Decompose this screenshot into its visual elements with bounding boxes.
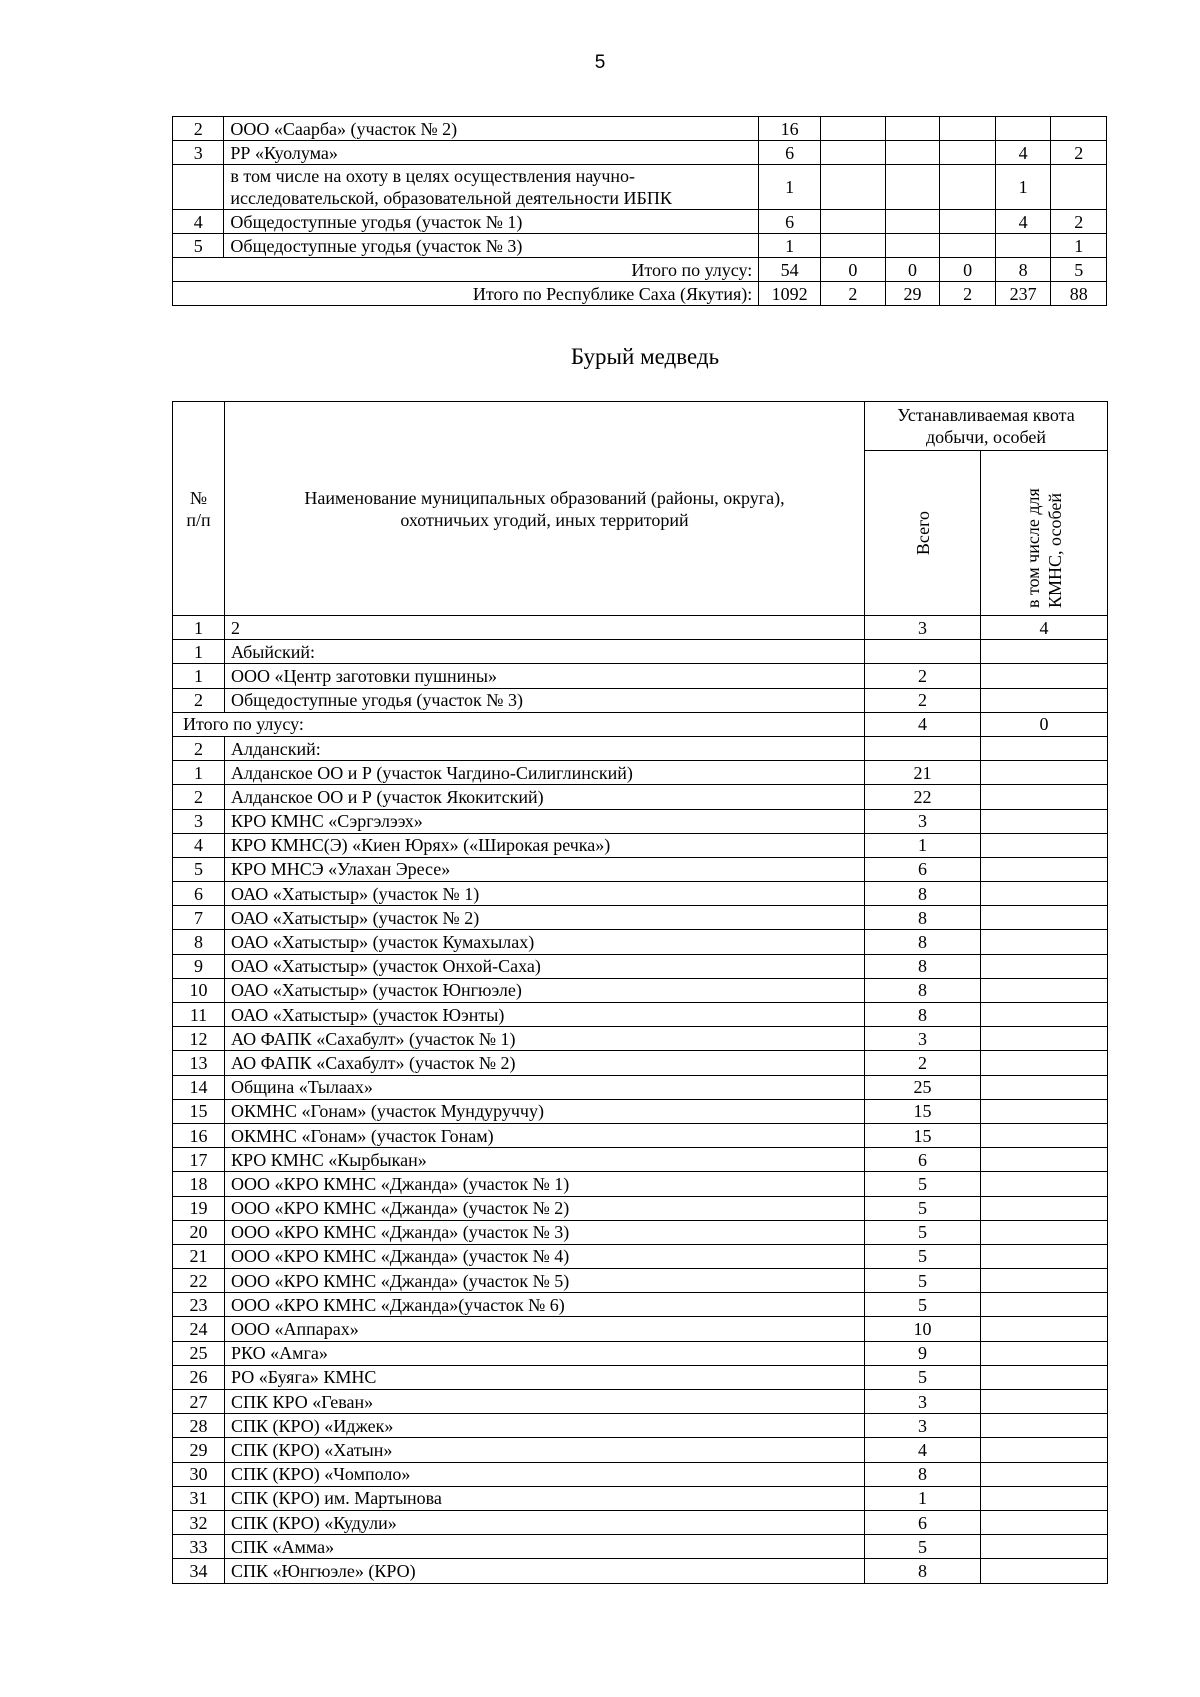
row-number: 15 (173, 1099, 225, 1123)
row-total: 8 (865, 954, 981, 978)
row-total: 1 (865, 1486, 981, 1510)
row-number: 17 (173, 1148, 225, 1172)
table-row (173, 210, 1107, 234)
col-header-kmns (981, 451, 1108, 616)
total-row (173, 282, 1107, 306)
col-header-quota: Устанавливаемая квота добычи, особей (865, 402, 1108, 451)
row-value: 1 (995, 165, 1051, 210)
row-name: АО ФАПК «Сахабулт» (участок № 1) (225, 1027, 865, 1051)
row-total: 3 (865, 1414, 981, 1438)
table-row (173, 664, 1108, 688)
row-value (821, 117, 886, 141)
table-row (173, 1075, 1108, 1099)
row-number: 2 (173, 117, 224, 141)
row-kmns (981, 1244, 1108, 1268)
row-total: 6 (865, 857, 981, 881)
total-value: 2 (821, 282, 886, 306)
row-kmns (981, 736, 1108, 760)
row-kmns (981, 1317, 1108, 1341)
row-value (885, 165, 940, 210)
row-value: 16 (759, 117, 821, 141)
row-value: 1 (759, 234, 821, 258)
row-name: СПК КРО «Геван» (225, 1390, 865, 1414)
row-name: ООО «КРО КМНС «Джанда» (участок № 2) (225, 1196, 865, 1220)
table-row (173, 1027, 1108, 1051)
header-row-top (173, 402, 1108, 451)
row-kmns (981, 1462, 1108, 1486)
row-value (940, 210, 996, 234)
table-row (173, 1099, 1108, 1123)
table-row (173, 1003, 1108, 1027)
row-number: 30 (173, 1462, 225, 1486)
row-number: 11 (173, 1003, 225, 1027)
row-total: 5 (865, 1293, 981, 1317)
row-value: 6 (759, 210, 821, 234)
row-value (940, 234, 996, 258)
row-kmns (981, 1172, 1108, 1196)
total-value: 0 (940, 258, 996, 282)
table-row (173, 1317, 1108, 1341)
row-number: 8 (173, 930, 225, 954)
row-name: ООО «Центр заготовки пушнины» (225, 664, 865, 688)
row-total: 5 (865, 1196, 981, 1220)
row-name: КРО КМНС «Сэргэлээх» (225, 809, 865, 833)
row-name: ОКМНС «Гонам» (участок Мундуруччу) (225, 1099, 865, 1123)
row-total: 5 (865, 1535, 981, 1559)
row-kmns (981, 688, 1108, 712)
row-name: СПК (КРО) «Кудули» (225, 1510, 865, 1534)
row-number: 1 (173, 640, 225, 664)
row-number: 2 (173, 688, 225, 712)
total-value: 54 (759, 258, 821, 282)
row-number: 2 (173, 785, 225, 809)
row-number: 6 (173, 882, 225, 906)
table-row (173, 234, 1107, 258)
row-value: 2 (1051, 210, 1107, 234)
row-kmns (981, 1365, 1108, 1389)
row-total: 4 (865, 712, 981, 736)
row-number: 5 (173, 234, 224, 258)
subtotal-row (173, 712, 1108, 736)
total-label: Итого по улусу: (173, 258, 759, 282)
row-total: 2 (865, 688, 981, 712)
table-row (173, 1148, 1108, 1172)
row-name: ООО «КРО КМНС «Джанда»(участок № 6) (225, 1293, 865, 1317)
row-total: 10 (865, 1317, 981, 1341)
table-row (173, 117, 1107, 141)
total-value: 0 (885, 258, 940, 282)
row-number: 26 (173, 1365, 225, 1389)
row-total (865, 736, 981, 760)
row-kmns (981, 1148, 1108, 1172)
table-row (173, 1293, 1108, 1317)
table-row (173, 1123, 1108, 1147)
row-number: 7 (173, 906, 225, 930)
row-kmns (981, 1414, 1108, 1438)
table-row (173, 1365, 1108, 1389)
row-number: 13 (173, 1051, 225, 1075)
row-kmns (981, 1003, 1108, 1027)
row-number: 5 (173, 857, 225, 881)
row-name: ОАО «Хатыстыр» (участок № 2) (225, 906, 865, 930)
table-row (173, 1051, 1108, 1075)
row-value (885, 141, 940, 165)
table-row (173, 809, 1108, 833)
total-value: 5 (1051, 258, 1107, 282)
row-name: Абыйский: (225, 640, 865, 664)
row-value (1051, 117, 1107, 141)
row-name: Община «Тылаах» (225, 1075, 865, 1099)
table-row (173, 141, 1107, 165)
row-number: 21 (173, 1244, 225, 1268)
table-row (173, 978, 1108, 1002)
table-row (173, 761, 1108, 785)
row-value (821, 165, 886, 210)
row-name: ОАО «Хатыстыр» (участок № 1) (225, 882, 865, 906)
row-number: 19 (173, 1196, 225, 1220)
row-name: СПК «Амма» (225, 1535, 865, 1559)
row-kmns (981, 833, 1108, 857)
row-value (885, 117, 940, 141)
row-name: ООО «КРО КМНС «Джанда» (участок № 5) (225, 1269, 865, 1293)
row-total: 3 (865, 809, 981, 833)
table-row (173, 1269, 1108, 1293)
col-number: 4 (981, 616, 1108, 640)
row-number: 9 (173, 954, 225, 978)
table-row (173, 1390, 1108, 1414)
row-value (995, 234, 1051, 258)
total-value: 2 (940, 282, 996, 306)
table-row (173, 1438, 1108, 1462)
row-total: 8 (865, 978, 981, 1002)
row-kmns (981, 1075, 1108, 1099)
row-name: СПК (КРО) «Иджек» (225, 1414, 865, 1438)
row-total: 3 (865, 1390, 981, 1414)
row-total: 15 (865, 1123, 981, 1147)
row-value (885, 210, 940, 234)
total-label: Итого по Республике Саха (Якутия): (173, 282, 759, 306)
row-number: 2 (173, 736, 225, 760)
total-row (173, 258, 1107, 282)
page-number: 5 (594, 52, 606, 73)
row-total: 2 (865, 1051, 981, 1075)
row-number (173, 165, 224, 210)
total-value: 237 (995, 282, 1051, 306)
table-row (173, 954, 1108, 978)
col-header-total (865, 451, 981, 616)
row-kmns (981, 1027, 1108, 1051)
row-value (940, 141, 996, 165)
row-kmns (981, 1293, 1108, 1317)
row-number: 3 (173, 141, 224, 165)
row-total: 8 (865, 1003, 981, 1027)
row-name: ОАО «Хатыстыр» (участок Юнгюэле) (225, 978, 865, 1002)
row-number: 28 (173, 1414, 225, 1438)
row-kmns (981, 1051, 1108, 1075)
row-number: 10 (173, 978, 225, 1002)
row-name: СПК (КРО) «Хатын» (225, 1438, 865, 1462)
row-kmns (981, 1123, 1108, 1147)
row-name: ОАО «Хатыстыр» (участок Кумахылах) (225, 930, 865, 954)
table-row (173, 882, 1108, 906)
row-value: 1 (1051, 234, 1107, 258)
row-value (885, 234, 940, 258)
row-total: 1 (865, 833, 981, 857)
row-name: СПК «Юнгюэле» (КРО) (225, 1559, 865, 1583)
row-value (940, 117, 996, 141)
col-number: 2 (225, 616, 865, 640)
row-number: 12 (173, 1027, 225, 1051)
table-row (173, 930, 1108, 954)
row-name: СПК (КРО) «Чомполо» (225, 1462, 865, 1486)
row-name: Общедоступные угодья (участок № 3) (225, 688, 865, 712)
row-kmns (981, 1269, 1108, 1293)
row-number: 14 (173, 1075, 225, 1099)
row-number: 24 (173, 1317, 225, 1341)
row-name: Алданское ОО и Р (участок Чагдино-Силиглинский) (225, 761, 865, 785)
table-row (173, 1535, 1108, 1559)
row-kmns (981, 906, 1108, 930)
row-kmns (981, 1535, 1108, 1559)
table-row (173, 833, 1108, 857)
row-number: 23 (173, 1293, 225, 1317)
total-value: 88 (1051, 282, 1107, 306)
row-value (821, 141, 886, 165)
table-row (173, 688, 1108, 712)
total-value: 1092 (759, 282, 821, 306)
row-kmns (981, 761, 1108, 785)
row-number: 16 (173, 1123, 225, 1147)
row-value (940, 165, 996, 210)
col-number: 1 (173, 616, 225, 640)
row-number: 25 (173, 1341, 225, 1365)
row-total: 5 (865, 1269, 981, 1293)
table-row (173, 1510, 1108, 1534)
row-number: 27 (173, 1390, 225, 1414)
row-kmns (981, 1390, 1108, 1414)
row-total: 5 (865, 1365, 981, 1389)
row-number: 34 (173, 1559, 225, 1583)
previous-species-table (172, 116, 1107, 306)
table-row (173, 736, 1108, 760)
row-name: РР «Куолума» (224, 141, 759, 165)
row-total: 4 (865, 1438, 981, 1462)
row-total: 8 (865, 1559, 981, 1583)
row-name: КРО МНСЭ «Улахан Эресе» (225, 857, 865, 881)
table-row (173, 906, 1108, 930)
row-kmns (981, 1486, 1108, 1510)
table-row (173, 1220, 1108, 1244)
total-value: 8 (995, 258, 1051, 282)
row-total: 6 (865, 1148, 981, 1172)
row-name: Общедоступные угодья (участок № 3) (224, 234, 759, 258)
row-name: КРО КМНС «Кырбыкан» (225, 1148, 865, 1172)
row-value (821, 210, 886, 234)
row-total: 5 (865, 1220, 981, 1244)
row-number: 29 (173, 1438, 225, 1462)
table-row (173, 1172, 1108, 1196)
table-row (173, 785, 1108, 809)
row-name: Общедоступные угодья (участок № 1) (224, 210, 759, 234)
row-value: 6 (759, 141, 821, 165)
row-kmns (981, 1510, 1108, 1534)
row-kmns (981, 1099, 1108, 1123)
row-kmns (981, 1196, 1108, 1220)
row-kmns (981, 882, 1108, 906)
row-number: 18 (173, 1172, 225, 1196)
row-name: ООО «КРО КМНС «Джанда» (участок № 1) (225, 1172, 865, 1196)
row-total: 22 (865, 785, 981, 809)
row-kmns (981, 664, 1108, 688)
row-value (821, 234, 886, 258)
row-total (865, 640, 981, 664)
row-number: 20 (173, 1220, 225, 1244)
row-name: СПК (КРО) им. Мартынова (225, 1486, 865, 1510)
row-total: 8 (865, 930, 981, 954)
row-name: в том числе на охоту в целях осуществления научно-исследовательской, образовательной деятельности ИБПК (224, 165, 759, 210)
row-total: 5 (865, 1244, 981, 1268)
row-kmns (981, 857, 1108, 881)
row-name: ООО «КРО КМНС «Джанда» (участок № 4) (225, 1244, 865, 1268)
row-value (995, 117, 1051, 141)
row-total: 8 (865, 906, 981, 930)
total-value: 0 (821, 258, 886, 282)
row-total: 6 (865, 1510, 981, 1534)
row-name: КРО КМНС(Э) «Киен Юрях» («Широкая речка») (225, 833, 865, 857)
table-row (173, 857, 1108, 881)
row-name: РКО «Амга» (225, 1341, 865, 1365)
table-row (173, 640, 1108, 664)
row-kmns (981, 1341, 1108, 1365)
row-kmns (981, 1438, 1108, 1462)
row-number: 1 (173, 664, 225, 688)
row-name: ООО «КРО КМНС «Джанда» (участок № 3) (225, 1220, 865, 1244)
col-header-name: Наименование муниципальных образований (районы, округа), охотничьих угодий, иных территорий (225, 402, 865, 616)
row-total: 8 (865, 882, 981, 906)
row-value: 2 (1051, 141, 1107, 165)
brown-bear-quota-table (172, 401, 1108, 1584)
row-kmns (981, 640, 1108, 664)
row-kmns: 0 (981, 712, 1108, 736)
table-row (173, 1341, 1108, 1365)
row-total: 9 (865, 1341, 981, 1365)
table-row (173, 1414, 1108, 1438)
row-total: 21 (865, 761, 981, 785)
row-number: 31 (173, 1486, 225, 1510)
table-row (173, 1559, 1108, 1583)
row-total: 25 (865, 1075, 981, 1099)
row-value: 1 (759, 165, 821, 210)
row-number: 33 (173, 1535, 225, 1559)
row-name: АО ФАПК «Сахабулт» (участок № 2) (225, 1051, 865, 1075)
row-kmns (981, 1220, 1108, 1244)
total-value: 29 (885, 282, 940, 306)
row-number: 4 (173, 833, 225, 857)
row-kmns (981, 785, 1108, 809)
row-total: 8 (865, 1462, 981, 1486)
col-header-number: № п/п (173, 402, 225, 616)
row-value: 4 (995, 210, 1051, 234)
row-total: 2 (865, 664, 981, 688)
row-kmns (981, 930, 1108, 954)
column-number-row (173, 616, 1108, 640)
row-total: 15 (865, 1099, 981, 1123)
row-number: 1 (173, 761, 225, 785)
table-row (173, 1462, 1108, 1486)
row-name: ОКМНС «Гонам» (участок Гонам) (225, 1123, 865, 1147)
table-row (173, 1486, 1108, 1510)
row-total: 5 (865, 1172, 981, 1196)
col-header-kmns-label: в том числе для КМНС, особей (1023, 488, 1065, 608)
row-kmns (981, 978, 1108, 1002)
col-number: 3 (865, 616, 981, 640)
table-row (173, 165, 1107, 210)
section-title: Бурый медведь (570, 344, 720, 369)
row-number: 4 (173, 210, 224, 234)
row-name: ОАО «Хатыстыр» (участок Онхой-Саха) (225, 954, 865, 978)
row-name: ООО «Аппарах» (225, 1317, 865, 1341)
row-number: 22 (173, 1269, 225, 1293)
row-name: Алданское ОО и Р (участок Якокитский) (225, 785, 865, 809)
table-row (173, 1244, 1108, 1268)
col-header-total-label: Всего (912, 510, 933, 556)
row-name: ОАО «Хатыстыр» (участок Юэнты) (225, 1003, 865, 1027)
row-name: РО «Буяга» КМНС (225, 1365, 865, 1389)
row-number: 32 (173, 1510, 225, 1534)
row-name: ООО «Саарба» (участок № 2) (224, 117, 759, 141)
row-kmns (981, 954, 1108, 978)
row-value: 4 (995, 141, 1051, 165)
subtotal-label: Итого по улусу: (173, 712, 865, 736)
row-number: 3 (173, 809, 225, 833)
row-kmns (981, 809, 1108, 833)
row-kmns (981, 1559, 1108, 1583)
row-value (1051, 165, 1107, 210)
row-name: Алданский: (225, 736, 865, 760)
row-total: 3 (865, 1027, 981, 1051)
table-row (173, 1196, 1108, 1220)
